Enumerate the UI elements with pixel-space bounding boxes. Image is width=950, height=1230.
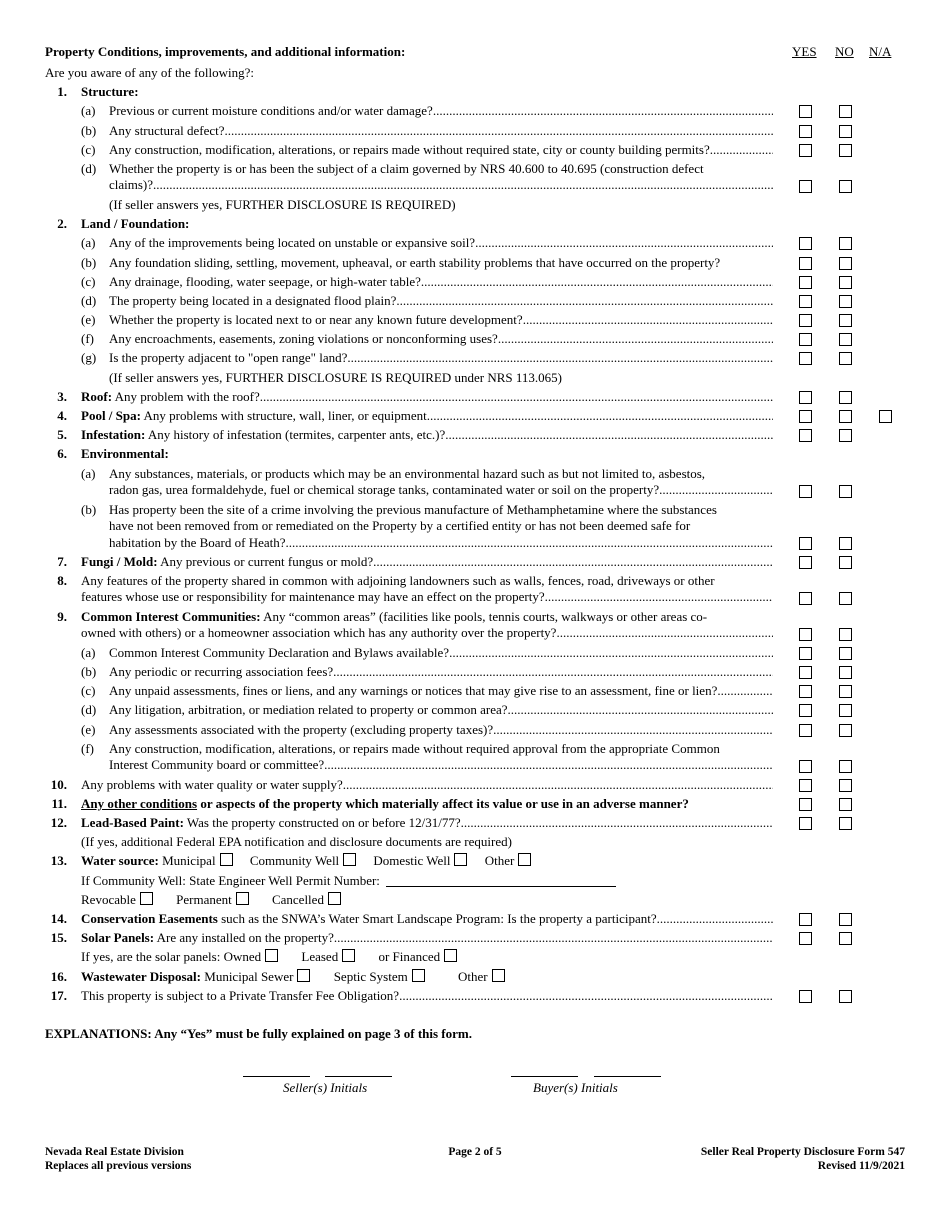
- seller-initials-label: Seller(s) Initials: [283, 1080, 368, 1095]
- q17-row: [45, 986, 905, 1005]
- q9d-row: [45, 700, 905, 719]
- seller-initial-field-2[interactable]: [325, 1076, 392, 1077]
- q6b-label: (b): [81, 501, 97, 517]
- solar-leased-checkbox[interactable]: [342, 949, 355, 962]
- q1-number: 1.: [57, 84, 67, 100]
- q2a-row: [45, 233, 905, 252]
- q2c-no-checkbox[interactable]: [839, 276, 852, 289]
- q17-number: 17.: [50, 987, 67, 1003]
- q9a-label: (a): [81, 644, 96, 660]
- q2e-text: Whether the property is located next to or near any known future development?: [109, 312, 523, 328]
- q9b-row: [45, 662, 905, 681]
- q9f-yes-checkbox[interactable]: [799, 760, 812, 773]
- q8-text-line2: features whose use or responsibility for maintenance may have an effect on the property?: [81, 589, 545, 605]
- q1b-text: Any structural defect?: [109, 122, 225, 138]
- q3-row: [45, 387, 905, 406]
- q7-no-checkbox[interactable]: [839, 556, 852, 569]
- q6a-yes-checkbox[interactable]: [799, 485, 812, 498]
- q9-no-checkbox[interactable]: [839, 628, 852, 641]
- q2f-yes-checkbox[interactable]: [799, 333, 812, 346]
- seller-initial-field-1[interactable]: [243, 1076, 310, 1077]
- section-header: [45, 44, 905, 63]
- solar-owned-checkbox[interactable]: [265, 949, 278, 962]
- q2d-text: The property being located in a designated flood plain?: [109, 292, 397, 308]
- q15-row: [45, 928, 905, 947]
- q2f-row: [45, 329, 905, 348]
- q1c-label: (c): [81, 141, 96, 157]
- q17-text: This property is subject to a Private Transfer Fee Obligation?: [81, 987, 400, 1003]
- q5-row: [45, 425, 905, 444]
- q11-no-checkbox[interactable]: [839, 798, 852, 811]
- q12-number: 12.: [50, 815, 67, 831]
- q9f-no-checkbox[interactable]: [839, 760, 852, 773]
- q4-number: 4.: [57, 408, 67, 423]
- q13-number: 13.: [50, 853, 67, 869]
- solar-financed-label: or Financed: [378, 949, 441, 965]
- q12-text: Was the property constructed on or before 12/31/77?: [183, 815, 461, 831]
- q9a-row: [45, 643, 905, 662]
- q10-yes-checkbox[interactable]: [799, 779, 812, 792]
- footer-replaces: Replaces all previous versions: [45, 1160, 192, 1172]
- q3-no-checkbox[interactable]: [839, 391, 852, 404]
- q1-title: Structure:: [81, 84, 139, 100]
- q14-number: 14.: [50, 911, 67, 926]
- wastewater-other-label: Other: [457, 968, 488, 984]
- water-other-label: Other: [484, 853, 515, 869]
- q2e-yes-checkbox[interactable]: [799, 314, 812, 327]
- q9b-text: Any periodic or recurring association fees?: [109, 663, 334, 679]
- q15-yes-checkbox[interactable]: [799, 932, 812, 945]
- col-na-heading: N/A: [869, 44, 892, 59]
- q1b-yes-checkbox[interactable]: [799, 125, 812, 138]
- q14-yes-checkbox[interactable]: [799, 913, 812, 926]
- q6-number: 6.: [57, 446, 67, 462]
- q1b-no-checkbox[interactable]: [839, 125, 852, 138]
- q3-text: Any problem with the roof?: [112, 388, 260, 404]
- q2b-row: [45, 253, 905, 272]
- q6b-text-line1: Has property been the site of a crime involving the previous manufacture of Methamphetamine where the substances: [109, 501, 717, 517]
- q3-number: 3.: [57, 388, 67, 404]
- q1-note: [45, 195, 905, 214]
- q4-row: [45, 406, 905, 425]
- footer-division: Nevada Real Estate Division: [45, 1146, 184, 1158]
- q12-note: [45, 832, 905, 851]
- q6b-yes-checkbox[interactable]: [799, 537, 812, 550]
- q6a-row: [45, 464, 905, 500]
- q9c-row: [45, 681, 905, 700]
- q12-title: Lead-Based Paint:: [81, 815, 184, 831]
- q2a-yes-checkbox[interactable]: [799, 237, 812, 250]
- q2b-label: (b): [81, 254, 97, 270]
- q9d-yes-checkbox[interactable]: [799, 704, 812, 717]
- q1d-yes-checkbox[interactable]: [799, 180, 812, 193]
- q8-number: 8.: [57, 572, 67, 588]
- q8-text-line1: Any features of the property shared in common with adjoining landowners such as walls, fences, road, driveways or other: [81, 572, 715, 588]
- q16-row: [45, 967, 905, 986]
- q2e-row: [45, 310, 905, 329]
- q2e-no-checkbox[interactable]: [839, 314, 852, 327]
- q9f-label: (f): [81, 740, 94, 756]
- col-yes-heading: YES: [792, 44, 817, 59]
- footer-page-number: Page 2 of 5: [448, 1146, 502, 1158]
- q6b-text-line2: have not been removed from or remediated on the Property by a certified entity or has not been deemed safe for: [109, 518, 691, 534]
- permit-permanent-label: Permanent: [176, 891, 232, 907]
- wastewater-sewer-label: Municipal Sewer: [201, 968, 294, 984]
- water-community-well-checkbox[interactable]: [343, 853, 356, 866]
- q2c-row: [45, 272, 905, 291]
- wastewater-septic-label: Septic System: [333, 968, 408, 984]
- q9f-text-line2: Interest Community board or committee?: [109, 757, 325, 773]
- q10-row: [45, 775, 905, 794]
- solar-owned-label: If yes, are the solar panels: Owned: [81, 949, 262, 965]
- q4-text: Any problems with structure, wall, liner, or equipment: [140, 408, 427, 423]
- q9f-text-line1: Any construction, modification, alterations, or repairs made without required approval from the appropriate Common: [109, 740, 720, 756]
- q15-number: 15.: [50, 930, 67, 946]
- footer-revised: Revised 11/9/2021: [817, 1160, 905, 1172]
- q9e-no-checkbox[interactable]: [839, 724, 852, 737]
- permit-cancelled-checkbox[interactable]: [328, 892, 341, 905]
- q12-no-checkbox[interactable]: [839, 817, 852, 830]
- q1c-row: [45, 140, 905, 159]
- q9-yes-checkbox[interactable]: [799, 628, 812, 641]
- q8-yes-checkbox[interactable]: [799, 592, 812, 605]
- q1c-no-checkbox[interactable]: [839, 144, 852, 157]
- q2b-yes-checkbox[interactable]: [799, 257, 812, 270]
- q2-number: 2.: [57, 216, 67, 232]
- q2b-text: Any foundation sliding, settling, movement, upheaval, or earth stability problems that have occurred on the property?: [109, 254, 721, 270]
- intro-line: [45, 63, 905, 82]
- q9e-text: Any assessments associated with the property (excluding property taxes)?: [109, 721, 494, 737]
- q6a-label: (a): [81, 465, 96, 481]
- q9-text-line1: Any “common areas” (facilities like pools, tennis courts, walkways or other areas co-: [260, 608, 708, 624]
- q11-number: 11.: [51, 795, 67, 811]
- q1d-text-line1: Whether the property is or has been the subject of a claim governed by NRS 40.600 to 40.695 (construction defect: [109, 160, 704, 176]
- q7-title: Fungi / Mold:: [81, 553, 158, 569]
- q9b-label: (b): [81, 663, 97, 679]
- q7-number: 7.: [57, 553, 67, 569]
- q3-yes-checkbox[interactable]: [799, 391, 812, 404]
- q13-row: [45, 851, 905, 870]
- q12-note-text: (If yes, additional Federal EPA notification and disclosure documents are required): [81, 834, 512, 850]
- q9d-label: (d): [81, 702, 97, 718]
- wastewater-sewer-checkbox[interactable]: [297, 969, 310, 982]
- water-community-well-label: Community Well: [249, 853, 340, 869]
- q2g-row: [45, 348, 905, 367]
- q1-note-text: (If seller answers yes, FURTHER DISCLOSURE IS REQUIRED): [109, 196, 456, 212]
- q10-no-checkbox[interactable]: [839, 779, 852, 792]
- q9c-text: Any unpaid assessments, fines or liens, and any warnings or notices that may give rise to an assessment, fine or lien?: [109, 683, 718, 699]
- q8-no-checkbox[interactable]: [839, 592, 852, 605]
- q9d-text: Any litigation, arbitration, or mediation related to property or common area?: [109, 702, 508, 718]
- q6b-no-checkbox[interactable]: [839, 537, 852, 550]
- q2g-text: Is the property adjacent to "open range" land?: [109, 350, 348, 366]
- q13-permit-row: [45, 871, 905, 890]
- q2f-text: Any encroachments, easements, zoning violations or nonconforming uses?: [109, 331, 498, 347]
- q2a-text: Any of the improvements being located on unstable or expansive soil?: [109, 235, 476, 251]
- q14-title: Conservation Easements: [81, 911, 218, 926]
- q2-heading: [45, 214, 905, 233]
- disclosure-page: [45, 44, 905, 1005]
- solar-financed-checkbox[interactable]: [444, 949, 457, 962]
- q2d-label: (d): [81, 292, 97, 308]
- q7-yes-checkbox[interactable]: [799, 556, 812, 569]
- q9b-yes-checkbox[interactable]: [799, 666, 812, 679]
- q1a-no-checkbox[interactable]: [839, 105, 852, 118]
- water-other-checkbox[interactable]: [518, 853, 531, 866]
- q2d-row: [45, 291, 905, 310]
- q2c-label: (c): [81, 273, 96, 289]
- q9e-label: (e): [81, 721, 96, 737]
- buyer-initials-label: Buyer(s) Initials: [533, 1080, 618, 1095]
- q9-title: Common Interest Communities:: [81, 608, 261, 624]
- q2f-label: (f): [81, 331, 94, 347]
- q4-na-checkbox[interactable]: [879, 410, 892, 423]
- q3-title: Roof:: [81, 388, 113, 404]
- q11-yes-checkbox[interactable]: [799, 798, 812, 811]
- q2g-yes-checkbox[interactable]: [799, 352, 812, 365]
- solar-leased-label: Leased: [301, 949, 339, 965]
- q1-heading: [45, 82, 905, 101]
- q9c-no-checkbox[interactable]: [839, 685, 852, 698]
- q6-heading: [45, 444, 905, 463]
- q10-number: 10.: [50, 776, 67, 792]
- q2f-no-checkbox[interactable]: [839, 333, 852, 346]
- q5-title: Infestation:: [81, 427, 146, 443]
- water-domestic-well-checkbox[interactable]: [454, 853, 467, 866]
- q12-row: [45, 813, 905, 832]
- q2-note: [45, 368, 905, 387]
- q1d-text-line2: claims)?: [109, 177, 154, 193]
- q16-title: Wastewater Disposal:: [81, 968, 202, 984]
- water-domestic-well-label: Domestic Well: [373, 853, 451, 869]
- q4-yes-checkbox[interactable]: [799, 410, 812, 423]
- q2b-no-checkbox[interactable]: [839, 257, 852, 270]
- footer-right: [701, 1145, 905, 1173]
- q1c-text: Any construction, modification, alterations, or repairs made without required state, city or county building permits?: [109, 141, 710, 157]
- q1a-yes-checkbox[interactable]: [799, 105, 812, 118]
- water-municipal-checkbox[interactable]: [220, 853, 233, 866]
- q17-yes-checkbox[interactable]: [799, 990, 812, 1003]
- q1b-row: [45, 121, 905, 140]
- q5-text: Any history of infestation (termites, carpenter ants, etc.)?: [145, 427, 446, 443]
- q15-no-checkbox[interactable]: [839, 932, 852, 945]
- q2g-no-checkbox[interactable]: [839, 352, 852, 365]
- q6b-row: [45, 500, 905, 552]
- q15-text: Are any installed on the property?: [154, 930, 334, 946]
- intro-text: Are you aware of any of the following?:: [45, 65, 255, 80]
- q9a-no-checkbox[interactable]: [839, 647, 852, 660]
- q4-no-checkbox[interactable]: [839, 410, 852, 423]
- q13-title: Water source:: [81, 853, 159, 869]
- q2a-label: (a): [81, 235, 96, 251]
- permit-permanent-checkbox[interactable]: [236, 892, 249, 905]
- q13-status-row: [45, 890, 905, 909]
- footer-form-name: Seller Real Property Disclosure Form 547: [700, 1146, 905, 1158]
- q9-text-line2: owned with others) or a homeowner association which has any authority over the property?: [81, 625, 557, 641]
- q5-yes-checkbox[interactable]: [799, 429, 812, 442]
- q11-underlined-text: Any other conditions: [81, 795, 198, 811]
- q9a-text: Common Interest Community Declaration and Bylaws available?: [109, 644, 450, 660]
- buyer-initial-field-1[interactable]: [511, 1076, 578, 1077]
- q6a-no-checkbox[interactable]: [839, 485, 852, 498]
- well-permit-number-field[interactable]: [386, 886, 616, 887]
- q5-number: 5.: [57, 427, 67, 443]
- q8-row: [45, 571, 905, 607]
- water-municipal-label: Municipal: [158, 853, 216, 869]
- q6a-text-line1: Any substances, materials, or products which may be an environmental hazard such as but not limited to, asbestos,: [109, 465, 706, 481]
- buyer-initial-field-2[interactable]: [594, 1076, 661, 1077]
- q7-text: Any previous or current fungus or mold?: [157, 553, 374, 569]
- q1d-row: [45, 159, 905, 195]
- q9d-no-checkbox[interactable]: [839, 704, 852, 717]
- wastewater-septic-checkbox[interactable]: [412, 969, 425, 982]
- permit-revocable-label: Revocable: [81, 891, 136, 907]
- q9-number: 9.: [57, 608, 67, 624]
- q2d-yes-checkbox[interactable]: [799, 295, 812, 308]
- permit-cancelled-label: Cancelled: [271, 891, 324, 907]
- q2g-label: (g): [81, 350, 97, 366]
- q1d-label: (d): [81, 160, 97, 176]
- section-title: Property Conditions, improvements, and additional information:: [45, 44, 406, 59]
- q6b-text-line3: habitation by the Board of Heath?: [109, 534, 286, 550]
- wastewater-other-checkbox[interactable]: [492, 969, 505, 982]
- q2c-yes-checkbox[interactable]: [799, 276, 812, 289]
- q9f-row: [45, 739, 905, 775]
- q2-title: Land / Foundation:: [81, 216, 190, 232]
- col-no-heading: NO: [835, 44, 854, 59]
- q1a-row: [45, 101, 905, 120]
- q6a-text-line2: radon gas, urea formaldehyde, fuel or chemical storage tanks, contaminated water or soil on the property?: [109, 482, 660, 498]
- q2c-text: Any drainage, flooding, water seepage, or high-water table?: [109, 273, 421, 289]
- q1a-text: Previous or current moisture conditions and/or water damage?: [109, 103, 433, 119]
- q1d-no-checkbox[interactable]: [839, 180, 852, 193]
- q15-title: Solar Panels:: [81, 930, 155, 946]
- q4-title: Pool / Spa:: [81, 408, 141, 423]
- q16-number: 16.: [50, 968, 67, 984]
- q15-sub-row: [45, 947, 905, 966]
- q2-note-text: (If seller answers yes, FURTHER DISCLOSURE IS REQUIRED under NRS 113.065): [109, 369, 562, 385]
- q2a-no-checkbox[interactable]: [839, 237, 852, 250]
- explanations-note: EXPLANATIONS: Any “Yes” must be fully explained on page 3 of this form.: [45, 1026, 472, 1041]
- q1a-label: (a): [81, 103, 96, 119]
- q2e-label: (e): [81, 312, 96, 328]
- q17-no-checkbox[interactable]: [839, 990, 852, 1003]
- permit-revocable-checkbox[interactable]: [140, 892, 153, 905]
- q9a-yes-checkbox[interactable]: [799, 647, 812, 660]
- q9-row: [45, 607, 905, 643]
- q5-no-checkbox[interactable]: [839, 429, 852, 442]
- q14-row: [45, 909, 905, 928]
- q9c-yes-checkbox[interactable]: [799, 685, 812, 698]
- q9b-no-checkbox[interactable]: [839, 666, 852, 679]
- well-permit-label: If Community Well: State Engineer Well Permit Number:: [81, 872, 380, 888]
- q11-row: [45, 794, 905, 813]
- q9c-label: (c): [81, 683, 96, 699]
- q10-text: Any problems with water quality or water supply?: [81, 776, 343, 792]
- q9e-yes-checkbox[interactable]: [799, 724, 812, 737]
- q1c-yes-checkbox[interactable]: [799, 144, 812, 157]
- q6-title: Environmental:: [81, 446, 169, 462]
- q2d-no-checkbox[interactable]: [839, 295, 852, 308]
- q1b-label: (b): [81, 122, 97, 138]
- q14-no-checkbox[interactable]: [839, 913, 852, 926]
- q9e-row: [45, 720, 905, 739]
- q11-text: or aspects of the property which materially affect its value or use in an adverse manner?: [197, 795, 689, 811]
- q12-yes-checkbox[interactable]: [799, 817, 812, 830]
- q14-text: such as the SNWA’s Water Smart Landscape Program: Is the property a participant?: [217, 911, 657, 926]
- q7-row: [45, 552, 905, 571]
